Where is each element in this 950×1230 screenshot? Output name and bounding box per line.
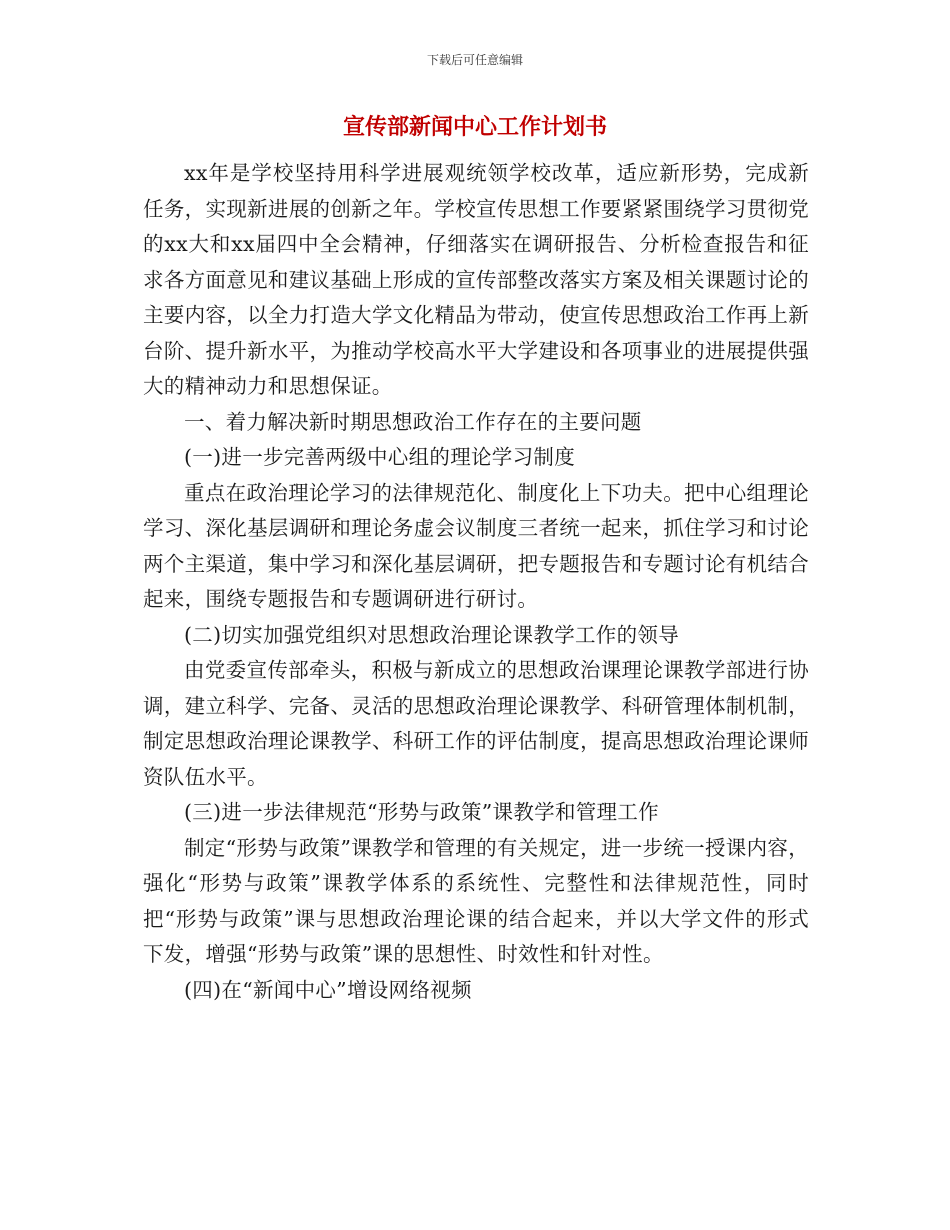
document-body xyxy=(143,156,809,1008)
document-title: 宣传部新闻中心工作计划书 xyxy=(342,114,607,140)
body-paragraph-3: 制定“形势与政策”课教学和管理的有关规定，进一步统一授课内容，强化“形势与政策”课教学体系的系统性、完整性和法律规范性，同时把“形势与政策”课与思想政治理论课的结合起来，并以大学文件的形式下发，增强“形势与政策”课的思想性、时效性和针对性。 xyxy=(143,835,809,966)
subsection-heading-2: (二)切实加强党组织对思想政治理论课教学工作的领导 xyxy=(184,622,679,647)
body-paragraph-1: 重点在政治理论学习的法律规范化、制度化上下功夫。把中心组理论学习、深化基层调研和理论务虚会议制度三者统一起来，抓住学习和讨论两个主渠道，集中学习和深化基层调研，把专题报告和专题讨论有机结合起来，围绕专题报告和专题调研进行研讨。 xyxy=(143,480,809,611)
section-heading-1: 一、着力解决新时期思想政治工作存在的主要问题 xyxy=(184,409,642,434)
page-header-note: 下载后可任意编辑 xyxy=(426,53,523,67)
body-paragraph-2: 由党委宣传部牵头，积极与新成立的思想政治课理论课教学部进行协调，建立科学、完备、灵活的思想政治理论课教学、科研管理体制机制，制定思想政治理论课教学、科研工作的评估制度，提高思想政治理论课师资队伍水平。 xyxy=(143,658,809,789)
intro-paragraph: xx年是学校坚持用科学进展观统领学校改革，适应新形势，完成新任务，实现新进展的创新之年。学校宣传思想工作要紧紧围绕学习贯彻党的xx大和xx届四中全会精神，仔细落实在调研报告、分析检查报告和征求各方面意见和建议基础上形成的宣传部整改落实方案及相关课题讨论的主要内容，以全力打造大学文化精品为带动，使宣传思想政治工作再上新台阶、提升新水平，为推动学校高水平大学建设和各项事业的进展提供强大的精神动力和思想保证。 xyxy=(143,161,809,398)
subsection-heading-4: (四)在“新闻中心”增设网络视频 xyxy=(184,977,472,1002)
subsection-heading-1: (一)进一步完善两级中心组的理论学习制度 xyxy=(184,445,575,469)
subsection-heading-3: (三)进一步法律规范“形势与政策”课教学和管理工作 xyxy=(184,800,659,824)
